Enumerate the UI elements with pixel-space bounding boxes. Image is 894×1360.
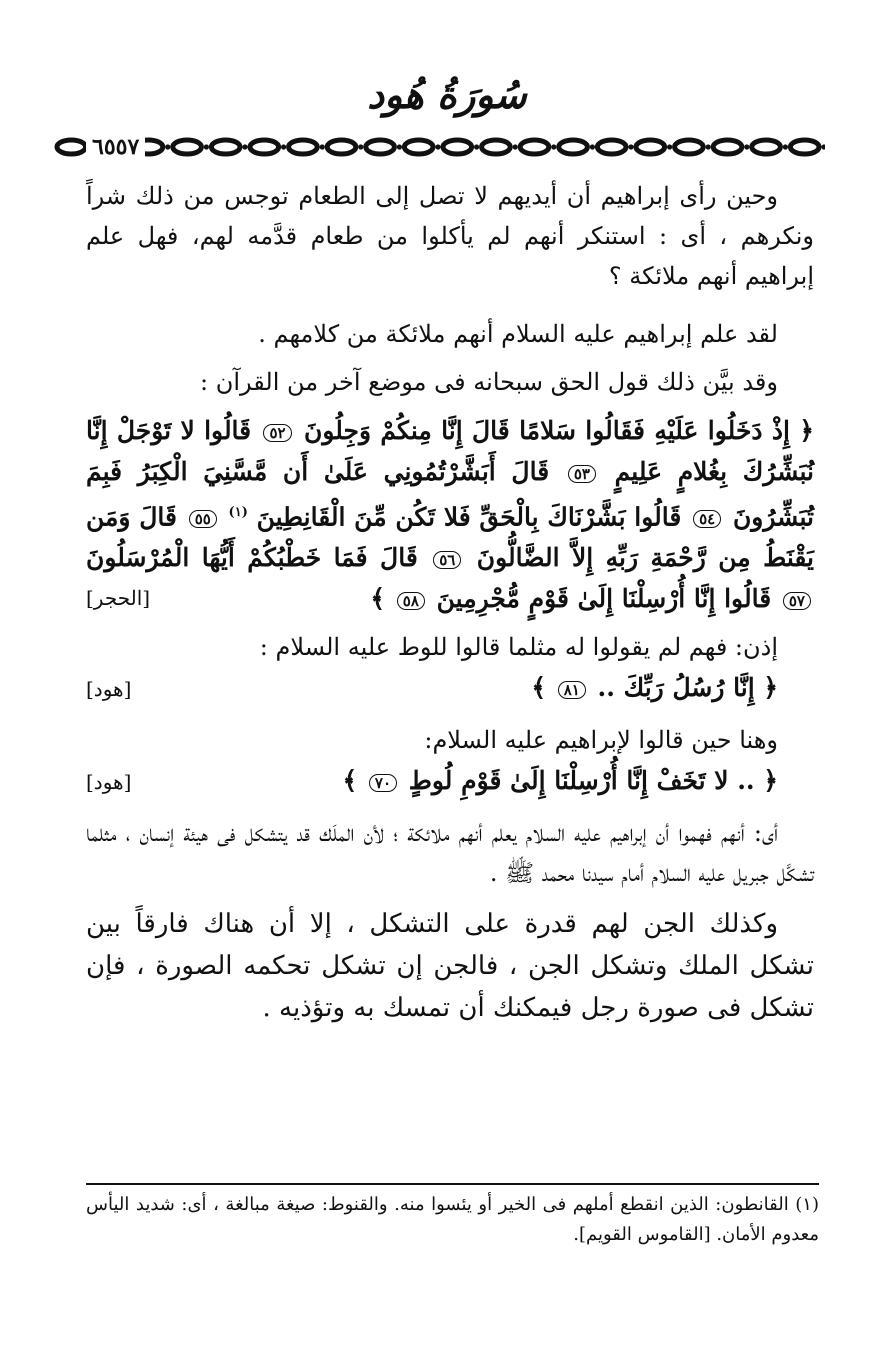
chain-dot: [628, 144, 633, 149]
chain-link: [289, 140, 318, 154]
chain-link: [443, 140, 472, 154]
chain-dot: [821, 144, 825, 149]
quote-close-bracket: ﴾: [531, 673, 546, 703]
chain-link: [713, 140, 742, 154]
verse-text: إِذْ دَخَلُوا عَلَيْهِ فَقَالُوا سَلامًا قَالَ إِنَّا مِنكُمْ وَجِلُونَ: [303, 416, 790, 445]
page-number: ٦٥٥٧: [86, 133, 145, 161]
footnote-divider: [86, 1183, 819, 1185]
ayah-number: ٥٧: [783, 592, 811, 610]
chain-link: [57, 140, 86, 154]
chain-link: [520, 140, 549, 154]
page-body: [86, 176, 814, 1029]
surah-reference: [الحجر]: [86, 586, 151, 611]
chain-dot: [358, 144, 363, 149]
verse-text: قَالَ فَمَا خَطْبُكُمْ أَيُّهَا الْمُرْسَلُونَ: [86, 543, 418, 573]
chain-link: [675, 140, 704, 154]
chain-dot: [204, 144, 209, 149]
verse-text: ﴿ إِنَّا رُسُلُ رَبِّكَ ..: [597, 673, 778, 703]
paragraph-1: وحين رأى إبراهيم أن أيديهم لا تصل إلى الطعام توجس من ذلك شراً ونكرهم ، أى : استنكر أنهم لم يأكلوا من طعام قدَّمه لهم، فهل علم إبراهيم أنهم ملائكة ؟: [86, 182, 814, 290]
paragraph-7: وكذلك الجن لهم قدرة على التشكل ، إلا أن هناك فارقاً بين تشكل الملك وتشكل الجن ، فالجن إن تشكل تحكمه الصورة ، فإن تشكل فى صورة رجل فيمكنك أن تمسك به وتؤذيه .: [86, 909, 814, 1024]
chain-dot: [744, 144, 749, 149]
ayah-number: ٥٥: [189, 510, 217, 528]
chain-link: [211, 140, 240, 154]
chain-link: [790, 140, 819, 154]
ayah-number: ٥٤: [693, 510, 721, 528]
chain-dot: [706, 144, 711, 149]
quote-open-bracket: ﴿: [799, 416, 814, 445]
chain-link: [404, 140, 433, 154]
ayah-number: ٥٦: [433, 551, 461, 569]
chain-dot: [783, 144, 788, 149]
chain-dot: [590, 144, 595, 149]
chain-link: [250, 140, 279, 154]
ayah-number: ٥٨: [397, 592, 425, 610]
paragraph-4: إذن: فهم لم يقولوا له مثلما قالوا للوط عليه السلام :: [259, 633, 778, 662]
chain-dot: [397, 144, 402, 149]
quote-close-bracket: ﴾: [370, 584, 386, 614]
chain-dot: [551, 144, 556, 149]
quran-quote-hud-70: [86, 760, 814, 803]
chain-dot: [474, 144, 479, 149]
footnote: (١) القانطون: الذين انقطع أملهم فى الخير أو يئسوا منه. والقنوط: صيغة مبالغة ، أى: شديد اليأس معدوم الأمان. [القاموس القويم].: [86, 1194, 819, 1245]
chain-link: [559, 140, 588, 154]
header-ornament-chain: [52, 134, 825, 160]
ayah-number: ٥٣: [568, 465, 596, 483]
chain-link: [327, 140, 356, 154]
chain-dot: [435, 144, 440, 149]
verse-text: ﴿ .. لا تَخَفْ إِنَّا أُرْسِلْنَا إِلَىٰ قَوْمِ لُوطٍ: [408, 766, 778, 796]
surah-reference: [هود]: [86, 770, 132, 795]
chain-dot: [281, 144, 286, 149]
chain-dot: [242, 144, 247, 149]
chain-link: [173, 140, 202, 154]
paragraph-5: وهنا حين قالوا لإبراهيم عليه السلام:: [424, 726, 778, 755]
chain-dot: [320, 144, 325, 149]
quote-close-bracket: ﴾: [342, 766, 358, 796]
chain-dot: [667, 144, 672, 149]
chain-link: [636, 140, 665, 154]
chain-dot: [165, 144, 170, 149]
footnote-marker: (١): [228, 505, 248, 520]
verse-text: قَالُوا بَشَّرْنَاكَ بِالْحَقِّ فَلا تَكُن مِّنَ الْقَانِطِينَ: [256, 502, 682, 532]
paragraph-3: وقد بيَّن ذلك قول الحق سبحانه فى موضع آخر من القرآن :: [200, 368, 778, 396]
ayah-number: ٨١: [558, 681, 586, 699]
verse-text: قَالَ أَبَشَّرْتُمُونِي عَلَىٰ أَن مَّسَّنِيَ الْكِبَرُ فَبِمَ تُبَشِّرُونَ: [86, 457, 814, 532]
chain-link: [366, 140, 395, 154]
paragraph-2: لقد علم إبراهيم عليه السلام أنهم ملائكة من كلامهم .: [258, 320, 778, 348]
ayah-number: ٧٠: [369, 774, 397, 792]
surah-reference: [هود]: [86, 677, 132, 702]
chain-link: [597, 140, 626, 154]
verse-text: قَالُوا لا تَوْجَلْ إِنَّا نُبَشِّرُكَ بِغُلامٍ عَلِيمٍ: [86, 416, 814, 486]
quran-quote-hijr: [86, 410, 814, 619]
ayah-number: ٥٢: [263, 424, 291, 442]
paragraph-6: أى: أنهم فهموا أن إبراهيم عليه السلام يعلم أنهم ملائكة ؛ لأن الملَك قد يتشكل فى هيئة إنسان ، مثلما تشكَّل جبريل عليه السلام أمام سيدنا محمد ﷺ .: [86, 819, 814, 888]
verse-text: قَالَ وَمَن يَقْنَطُ مِن رَّحْمَةِ رَبِّهِ إِلاَّ الضَّالُّونَ: [86, 502, 814, 573]
chain-link: [482, 140, 511, 154]
surah-title: سُورَةُ هُود: [367, 72, 527, 117]
quran-quote-hud-81: [86, 667, 814, 710]
chain-dot: [513, 144, 518, 149]
verse-text: قَالُوا إِنَّا أُرْسِلْنَا إِلَىٰ قَوْمٍ مُّجْرِمِينَ: [436, 584, 772, 614]
chain-link: [752, 140, 781, 154]
